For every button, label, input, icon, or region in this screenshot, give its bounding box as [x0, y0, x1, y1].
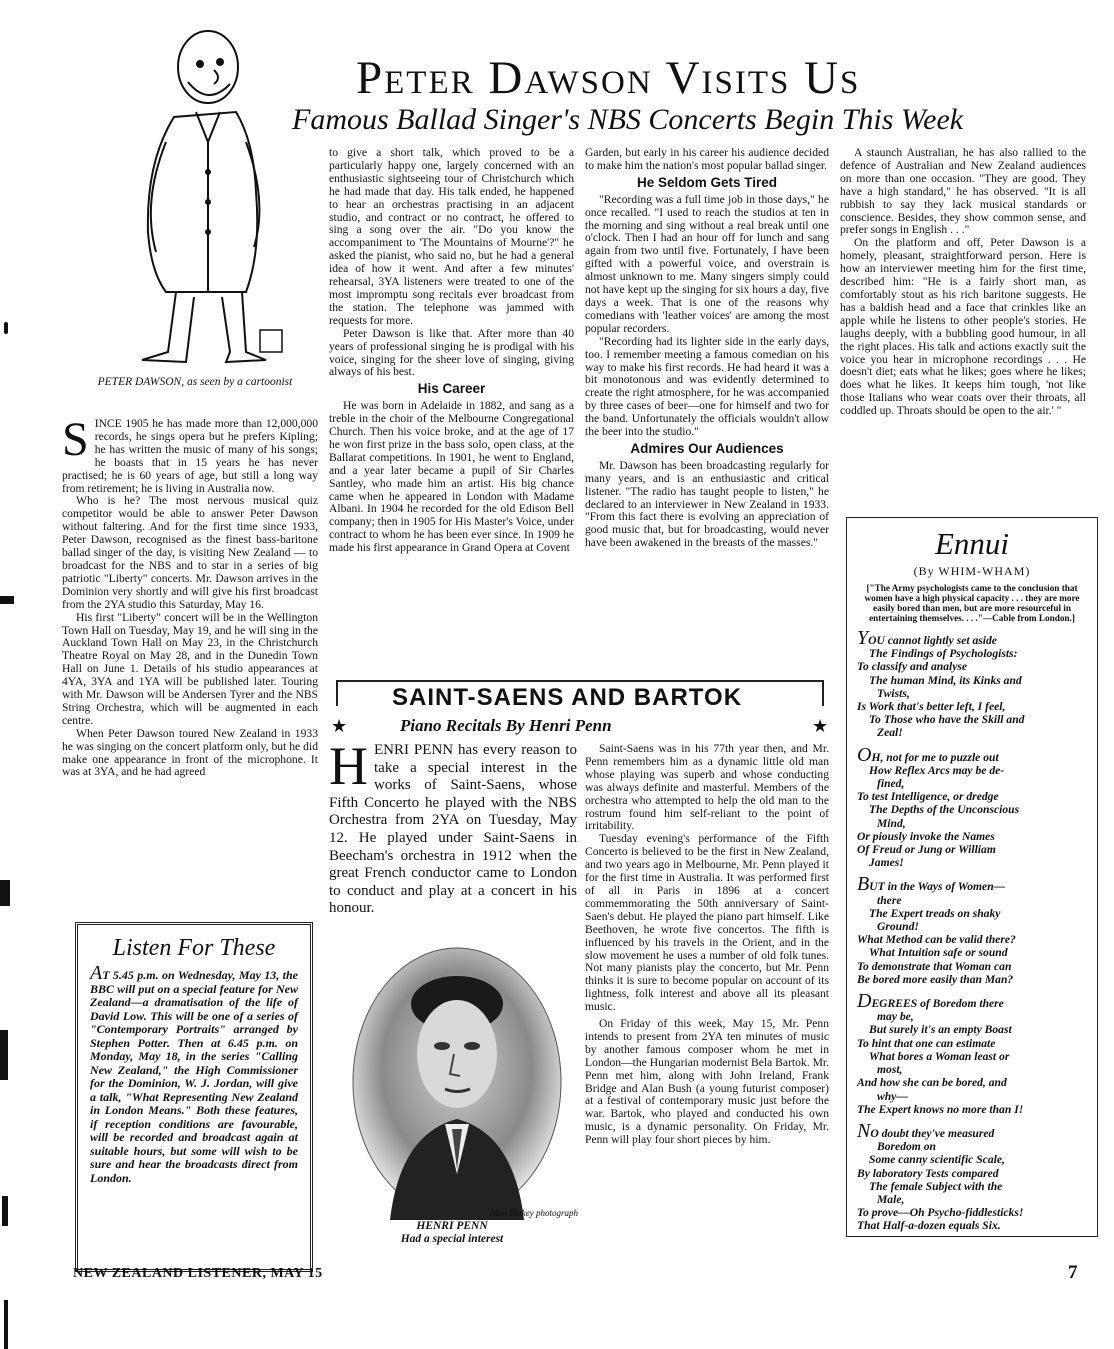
ennui-poem — [847, 623, 1097, 1233]
poem-line: To Those who have the Skill and — [869, 713, 1025, 727]
poem-line: Or piously invoke the Names — [857, 829, 995, 843]
poem-line: To hint that one can estimate — [857, 1036, 996, 1050]
poem-line: The Expert treads on shaky — [869, 906, 1001, 920]
ennui-title: Ennui — [934, 526, 1010, 561]
subheading-seldom-tired: He Seldom Gets Tired — [636, 174, 778, 190]
poem-drop-cap: D — [857, 990, 872, 1013]
henri-penn-photo — [350, 944, 564, 1220]
henri-lead-text: ENRI PENN has every reason to take a special interest in the works of Saint-Saens, whose Fifth Concerto he played with the NBS Orchestra from 2YA on Tuesday, May 12. He played under Saint-Saens in Beecham's orchestra in 1912 when the great French conductor came to London to conduct and play at a concert in his honour. — [329, 742, 577, 917]
poem-line: DEGREES of Boredom there — [857, 990, 1004, 1013]
poem-line: And how she can be bored, and — [857, 1076, 1007, 1090]
subheading-his-career: His Career — [417, 381, 486, 397]
listen-for-these-box — [75, 922, 313, 1272]
saint-paragraph-1: Saint-Saens was in his 77th year then, and Mr. Penn remembers him as a dynamic little old man whose playing was superb and whose conducting was always definite and masterful. Members of the orchestra who attempted to help the old man to the rostrum found him self-reliant to the point of irritability. — [585, 742, 829, 833]
poem-line: To test Intelligence, or dredge — [857, 790, 999, 804]
poem-line: Be bored more easily than Man? — [857, 972, 1014, 986]
poem-line: To classify and analyse — [857, 660, 968, 674]
cartoon-caption: PETER DAWSON, as seen by a cartoonist — [97, 376, 293, 388]
poem-line: Male, — [877, 1192, 905, 1206]
poem-line: To prove—Oh Psycho-fiddlesticks! — [857, 1206, 1024, 1220]
col3-paragraph-4: Mr. Dawson has been broadcasting regularly for many years, and is an enthusiastic and critical listener. "The radio has taught people to listen," he declared to an interviewer in New Zealand in 1933. "From this fact there is evolving an appreciation of good music that, but for broadcasting, would never have been awakened in the breasts of the masses." — [585, 458, 829, 550]
poem-line: The Depths of the Unconscious — [869, 803, 1020, 817]
col4-paragraph-2: On the platform and off, Peter Dawson is a homely, pleasant, straightforward person. Here is how an interviewer meeting him for the first time, described him: "He is a fairly short man, as comfortably stout as his rich baritone suggests. He has a baldish head and a face that crinkles like an apple while he listens to other people's stories. He laughs deeply, with a bubbling good humour, in all the right places. His talk and actions exactly suit the voice you hear in microphone recordings . . . He doesn't diet; eats what he likes; goes where he likes; does what he likes. It keeps him tough, 'not like those Italians who wear coats over their throats, all coddled up. Throats should be open to the air.' " — [840, 236, 1086, 418]
col2-paragraph-3: He was born in Adelaide in 1882, and sang as a treble in the choir of the Melbourne Congregational Church. Then his voice broke, and at the age of 17 he won first prize in the bass solo, open class, at the Ballarat competitions. In 1901, he went to England, and a year later became a pupil of Sir Charles Santley, who made him an artist. His big chance came when he appeared in London with Madame Albani. In 1904 he recorded for the old Edison Bell company; then in 1905 for His Master's Voice, under contract to whom he has been ever since. In 1909 he made his first appearance in Grand Opera at Covent — [329, 399, 574, 555]
cartoon-illustration — [96, 12, 296, 377]
ennui-poem-box — [846, 517, 1098, 1237]
listen-box-text — [78, 962, 310, 1185]
poem-line: YOU cannot lightly set aside — [857, 627, 997, 649]
poem-line: But surely it's an empty Boast — [869, 1023, 1012, 1037]
col2-paragraph-1: to give a short talk, which proved to be a particularly happy one, largely concerned with an enthusiastic sightseeing tour of Christchurch which he had made that day. His talk ended, he happened to hear an orchestras practising in an adjacent studio, and contract or no contract, he offered to sing a song over the air. "Do you know the accompaniment to 'The Mountains of Mourne'?" he asked the pianist, who said no, but he had a general idea of how it went. And after a few minutes' rehearsal, 3YA listeners were treated to one of the most impromptu song recitals ever broadcast from the station. The telephone was jammed with requests for more. — [329, 146, 574, 327]
henri-drop-cap: H — [329, 736, 368, 796]
article-column-1 — [62, 413, 318, 779]
article-column-3 — [585, 147, 829, 550]
scan-mark — [4, 1300, 8, 1349]
photo-credit: Alan Blakey photograph — [490, 1208, 578, 1218]
col1-paragraph-4: When Peter Dawson toured New Zealand in 1933 he was singing on the concert platform only, but he did make one appearance in front of the microphone. It was at 3YA, and he had agreed — [62, 726, 318, 779]
drop-cap: S — [62, 413, 89, 466]
saint-paragraph-3: On Friday of this week, May 15, Mr. Penn intends to present from 2YA ten minutes of music by another famous composer whom he met in London—the Hungarian modernist Bela Bartok. Mr. Penn met him, along with John Ireland, Frank Bridge and Alan Bush (a young futurist composer) at a festival of contemporary music just before the war. Bartok, who played and conducted his own music, is a dynamic personality. On Friday, Mr. Penn will play four short pieces by him. — [585, 1017, 829, 1147]
star-icon-left: ★ — [331, 716, 348, 737]
poem-line: The Findings of Psychologists: — [869, 647, 1018, 661]
poem-line: What Intuition safe or sound — [869, 946, 1008, 960]
poem-line: fined, — [877, 777, 905, 791]
poem-line: there — [877, 893, 902, 907]
poem-stanza — [857, 627, 1091, 740]
col1-paragraph-2: Who is he? The most nervous musical quiz competitor would be able to answer Peter Dawson without faltering. And for the first time since 1933, Peter Dawson, recognised as the finest bass-baritone ballad singer of the day, is visiting New Zealand — to broadcast for the NBS and to star in a series of big patriotic "Liberty" concerts. Mr. Dawson arrives in the Dominion very shortly and will give his first broadcast from the 2YA studio this Saturday, May 16. — [62, 494, 318, 611]
poem-line: What bores a Woman least or — [869, 1049, 1010, 1063]
poem-line: To demonstrate that Woman can — [857, 959, 1012, 973]
poem-line: The Expert knows no more than I! — [857, 1102, 1024, 1116]
poem-line: By laboratory Tests compared — [857, 1166, 999, 1180]
poem-line: The female Subject with the — [869, 1179, 1003, 1193]
poem-line: Ground! — [877, 920, 919, 934]
col2-paragraph-2: Peter Dawson is like that. After more than 40 years of professional singing he is prodigal with his voice, singing for the sheer love of singing, giving always of his best. — [329, 326, 574, 379]
poem-drop-cap: N — [857, 1119, 871, 1142]
listen-box-title: Listen For These — [112, 935, 276, 961]
photo-caption-name: HENRI PENN — [416, 1220, 488, 1232]
poem-drop-cap: O — [857, 743, 872, 766]
footer-publication: NEW ZEALAND LISTENER, MAY 15 — [73, 1266, 323, 1281]
scan-mark — [0, 596, 14, 604]
star-icon-right: ★ — [812, 716, 829, 737]
col1-paragraph-3: His first "Liberty" concert will be in the Wellington Town Hall on Tuesday, May 19, and he will sing in the Auckland Town Hall on May 23, in the Christchurch Theatre Royal on May 28, and in the Dunedin Town Hall on June 1. Details of his studio appearances at 4YA, 3YA and 1YA will be published later. Touring with Mr. Dawson will be Andersen Tyrer and the NBS String Orchestra, which will be augmented in each centre. — [62, 610, 318, 727]
poem-line: BUT in the Ways of Women— — [857, 873, 1006, 896]
poem-stanza — [857, 743, 1091, 870]
saint-paragraph-2: Tuesday evening's performance of the Fifth Concerto is believed to be the first in New Zealand, and two years ago in Melbourne, Mr. Penn played it for the first time in Australia. It was performed first of all in Paris in 1896 at a concert commemmorating the 50th anniversary of Saint-Saen's debut. He played the piano part himself. Like Beethoven, he wrote five concertos. The fifth is influenced by his travels in the Orient, and in the slow movement he uses a number of old folk tunes. Not many pianists play the concerto, but Mr. Penn thinks it is sure to become popular on account of its lightness, folk interest and above all its pleasant music. — [585, 832, 829, 1014]
poem-line: OH, not for me to puzzle out — [857, 743, 999, 766]
page-headline: Peter Dawson Visits Us — [356, 52, 861, 104]
subheading-admires-audiences: Admires Our Audiences — [630, 440, 784, 456]
saint-saens-subtitle: Piano Recitals By Henri Penn — [400, 716, 612, 735]
photo-caption — [372, 1220, 532, 1246]
photo-caption-text: Had a special interest — [400, 1233, 504, 1245]
scan-mark — [2, 1196, 8, 1226]
poem-line: That Half-a-dozen equals Six. — [857, 1219, 1001, 1233]
poem-line: Of Freud or Jung or William — [857, 843, 996, 857]
poem-drop-cap: Y — [857, 627, 869, 649]
article-column-4 — [840, 147, 1086, 418]
poem-line: Mind, — [877, 816, 906, 830]
poem-line: Twists, — [877, 686, 910, 700]
poem-stanza — [857, 1119, 1091, 1233]
scan-mark — [0, 1030, 8, 1080]
poem-line: NO doubt they've measured — [857, 1119, 995, 1142]
poem-line: Boredom on — [877, 1140, 936, 1154]
poem-line: why— — [877, 1089, 908, 1103]
poem-stanza — [857, 873, 1091, 986]
article-column-2 — [329, 147, 574, 555]
poem-line: Some canny scientific Scale, — [869, 1153, 1005, 1167]
col3-paragraph-3: "Recording had its lighter side in the early days, too. I remember meeting a famous comedian on his way to make his first records. He had heard it was a bit monotonous and was evidently determined to create the right atmosphere, for he was accompanied by three cases of beer—one for himself and two for the band. Unfortunately the officials wouldn't allow the beer into the studio." — [585, 334, 830, 439]
poem-line: James! — [869, 856, 904, 870]
scan-mark — [0, 880, 10, 906]
saint-saens-column — [585, 743, 829, 1147]
poem-line: What Method can be valid there? — [857, 933, 1016, 947]
poem-line: may be, — [877, 1010, 914, 1024]
ennui-byline: (By WHIM-WHAM) — [913, 564, 1031, 578]
col3-paragraph-2: "Recording was a full time job in those days," he once recalled. "I used to reach the studios at ten in the morning and sing without a real break until one o'clock. Then I had an hour off for lunch and sang again from two until five. Fortunately, I have been gifted with a powerful voice, and overstrain is almost unknown to me. Many singers simply could not have kept up the singing for six hours a day, five days a week. That is one of the reasons why comedians with 'leather voices' are among the most popular recorders. — [585, 192, 829, 335]
listen-box-body: T 5.45 p.m. on Wednesday, May 13, the BBC will put on a special feature for New Zealand—a dramatisation of the life of David Low. This will be one of a series of "Contemporary Portraits" arranged by Stephen Potter. Then at 6.45 p.m. on Monday, May 18, in the series "Calling New Zealand," the High Commissioner for the Dominion, W. J. Jordan, will give a talk, "What Representing New Zealand in London Means." Both these features, if reception conditions are favourable, will be recorded and broadcast again at suitable hours, but some will wish to be sure and hear the broadcasts direct from London. — [90, 968, 298, 1185]
ennui-epigraph: ["The Army psychologists came to the conclusion that women have a high physical capacity . . . they are more easily bored than men, but are more resourceful in entertaining themselves. . . ."—Cable from London.] — [864, 583, 1080, 623]
poem-stanza — [857, 990, 1091, 1116]
poem-line: Zeal! — [877, 726, 903, 740]
col1-paragraph-1: INCE 1905 he has made more than 12,000,000 records, he sings opera but he prefers Kipling; he has written the music of many of his songs; he boasts that in 15 years he has never practised; he is 60 years of age, but still a long way from retirement; he is living in Australia now. — [62, 417, 318, 495]
page-number: 7 — [1068, 1262, 1078, 1283]
henri-penn-lead — [329, 736, 577, 918]
col4-paragraph-1: A staunch Australian, he has also rallied to the defence of Australian and New Zealand audiences on more than one occasion. "They are good. They have a high standard," he has observed. "It is all rubbish to say they lack musical standards or conscience. Besides, they show common sense, and prefer songs in English . . ." — [840, 146, 1086, 237]
poem-line: How Reflex Arcs may be de- — [869, 763, 1005, 777]
saint-saens-title: SAINT-SAENS AND BARTOK — [392, 684, 743, 711]
page-subheadline: Famous Ballad Singer's NBS Concerts Begin This Week — [292, 103, 964, 136]
scan-mark — [4, 322, 8, 334]
poem-line: most, — [877, 1063, 903, 1077]
poem-line: Is Work that's better left, I feel, — [857, 700, 1006, 714]
poem-drop-cap: B — [857, 873, 870, 896]
poem-line: The human Mind, its Kinks and — [869, 673, 1022, 687]
col3-paragraph-1: Garden, but early in his career his audience decided to make him the nation's most popular ballad singer. — [585, 146, 829, 172]
listen-drop-cap: A — [90, 962, 103, 984]
